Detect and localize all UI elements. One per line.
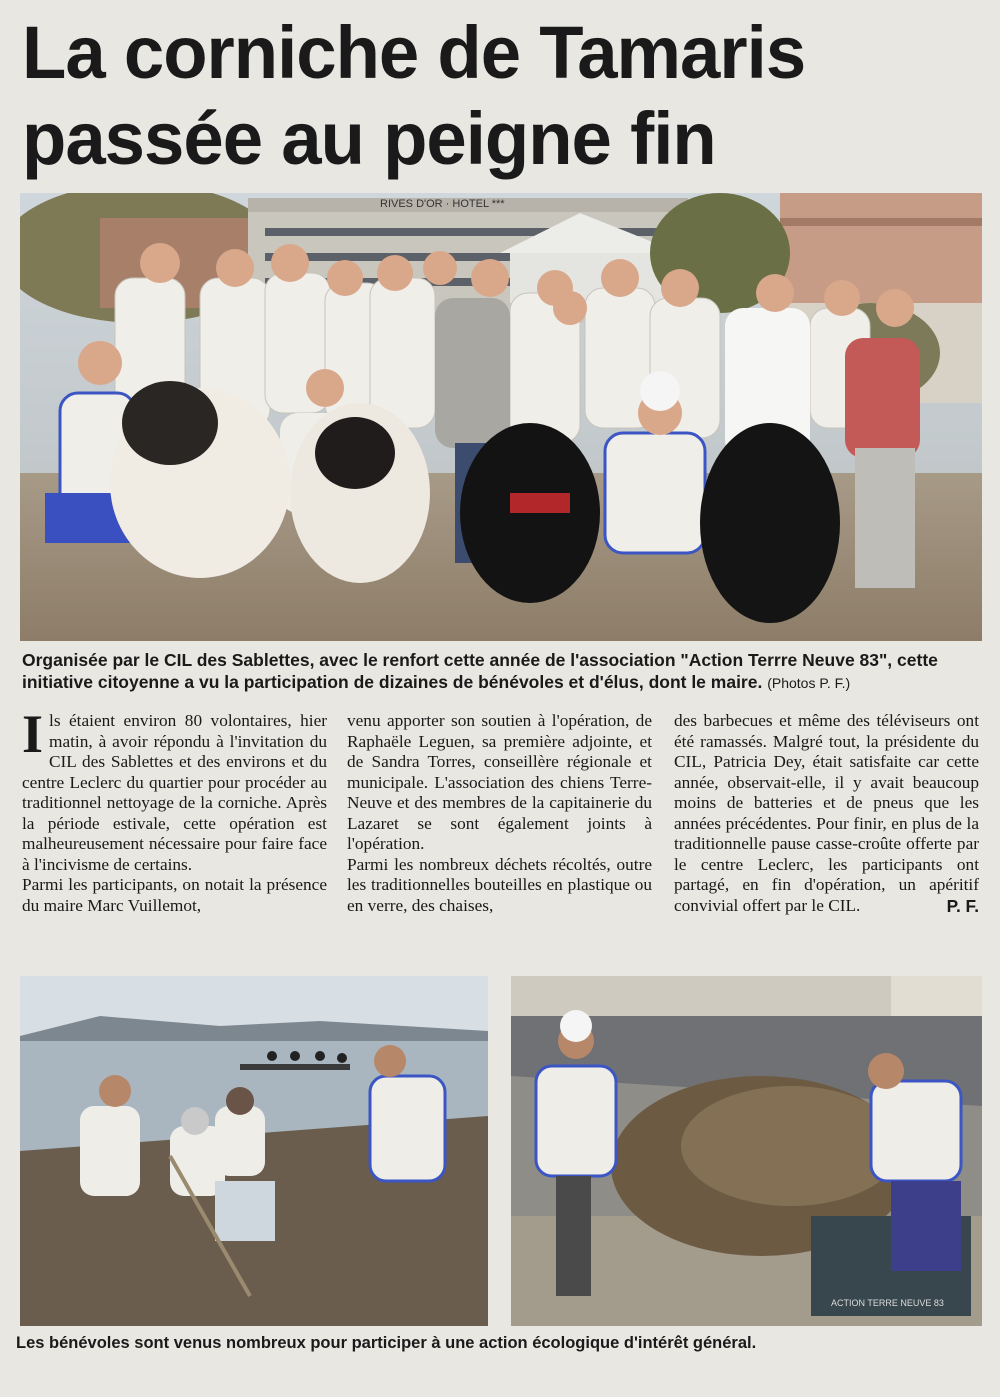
main-photo bbox=[20, 193, 982, 641]
drop-cap: I bbox=[22, 704, 44, 764]
bottom-photos-caption: Les bénévoles sont venus nombreux pour participer à une action écologique d'intérêt général. bbox=[16, 1334, 757, 1352]
main-photo-caption bbox=[22, 649, 982, 694]
article-column-3 bbox=[674, 711, 979, 961]
article-column-1 bbox=[22, 704, 327, 961]
headline-line-1: La corniche de Tamaris bbox=[22, 11, 806, 94]
headline bbox=[22, 10, 963, 182]
article-column-2 bbox=[347, 711, 652, 961]
debris-photo-illustration bbox=[511, 976, 982, 1326]
debris-photo bbox=[511, 976, 982, 1326]
article-body bbox=[22, 704, 982, 961]
beach-photo bbox=[20, 976, 488, 1326]
photo-credit: (Photos P. F.) bbox=[767, 675, 851, 691]
article-paragraph-2: Parmi les participants, on notait la présence du maire Marc Vuillemot, bbox=[22, 875, 327, 915]
beach-photo-illustration bbox=[20, 976, 488, 1326]
bag-text: ACTION TERRE NEUVE 83 bbox=[831, 1298, 944, 1308]
hotel-sign: RIVES D'OR · HOTEL *** bbox=[380, 198, 505, 210]
article-paragraph-4: Parmi les nombreux déchets récoltés, outre les traditionnelles bouteilles en plastique ou en verre, des chaises, bbox=[347, 854, 652, 915]
author-signature: P. F. bbox=[946, 895, 979, 916]
main-caption-text: Organisée par le CIL des Sablettes, avec le renfort cette année de l'association "Action Terrre Neuve 83", cette initiative citoyenne a vu la participation de dizaines de bénévoles et d'élus, dont le maire. bbox=[22, 650, 938, 692]
group-photo-illustration bbox=[20, 193, 982, 641]
headline-line-2: passée au peigne fin bbox=[22, 97, 716, 180]
article-paragraph-1: ls étaient environ 80 volontaires, hier matin, à avoir répondu à l'invitation du CIL des Sablettes et des environs et du centre Leclerc du quartier pour procéder au traditionnel nettoyage de la corniche. Après la période estivale, cette opération est malheureusement nécessaire pour faire face à l'incivisme de certains. bbox=[22, 711, 327, 874]
article-paragraph-3: venu apporter son soutien à l'opération, de Raphaële Leguen, sa première adjointe, et de Sandra Torres, conseillère régionale et municipale. L'association des chiens Terre-Neuve et des membres de la capitainerie du Lazaret se sont également joints à l'opération. bbox=[347, 711, 652, 853]
article-paragraph-5: des barbecues et même des téléviseurs ont été ramassés. Malgré tout, la présidente du CIL, Patricia Dey, était satisfaite car cette année, observait-elle, il y avait beaucoup moins de batteries et de pneus que les années précédentes. Pour finir, en plus de la traditionnelle pause casse-croûte offerte par le centre Leclerc, les participants ont partagé, en fin d'opération, un apéritif convivial offert par le CIL. bbox=[674, 711, 979, 915]
